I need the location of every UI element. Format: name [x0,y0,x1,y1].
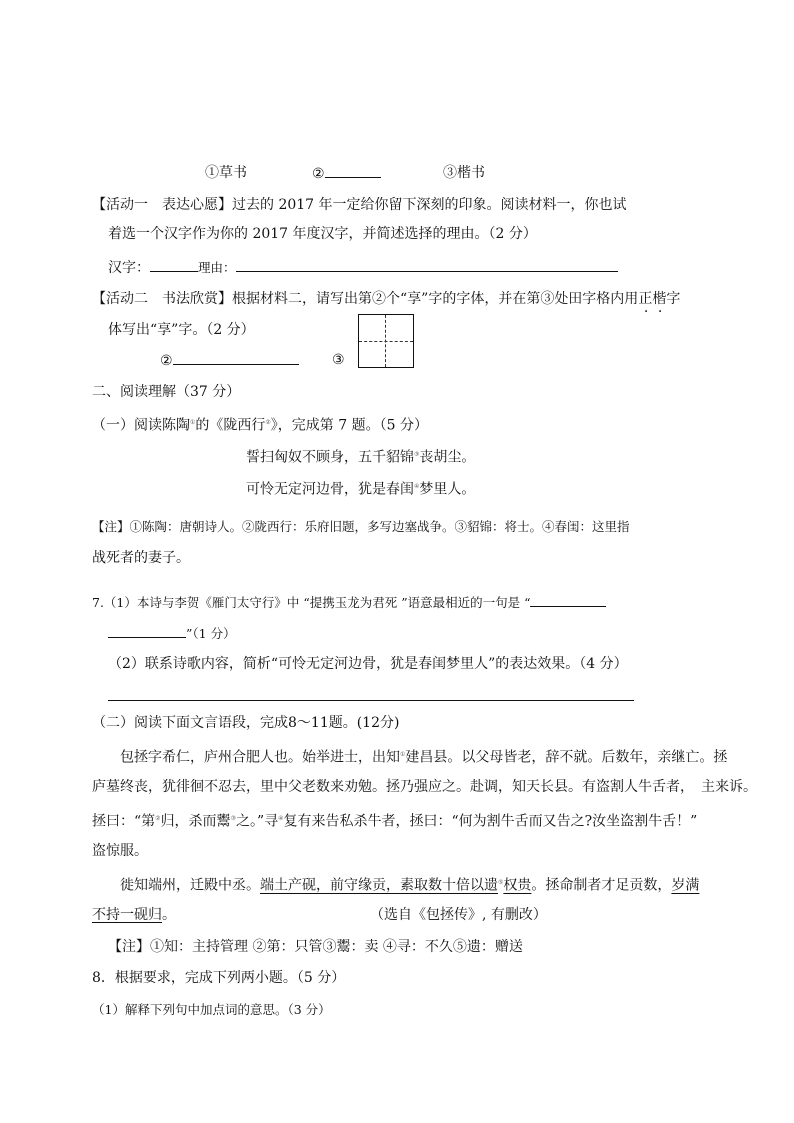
part2-heading: （二）阅读下面文言语段，完成8～11题。(12分) [92,715,400,731]
activity2-answer2: ② [160,350,299,371]
q7-blank-1[interactable] [530,592,606,607]
q7-part1-line1: 7.（1）本诗与李贺《雁门太守行》中 “提携玉龙为君死 ”语意最相近的一句是 “ [92,592,606,613]
passage-line-2: 庐墓终丧，犹徘徊不忍去，里中父老数来劝勉。拯乃强应之。赴调，知天长县。有盗割人牛舌者， 主来诉。 [92,779,757,795]
activity2-line2: 体写出“享”字。（2 分） [108,322,255,338]
option-regular: ③楷书 [443,165,485,181]
activity2-answer3-label: ③ [332,352,345,368]
tianzige-grid[interactable] [358,314,414,368]
emphasis-dot-char: 楷 [652,291,667,307]
q8-part1: （1）解释下列句中加点词的意思。（3 分） [92,1002,331,1017]
activity1-line2: 着选一个汉字作为你的 2017 年度汉字，并简述选择的理由。（2 分） [108,226,537,242]
section2-title: 二、阅读理解（37 分） [92,384,241,400]
passage-source: （选自《包拯传》, 有删改） [370,907,547,923]
q8-heading: 8．根据要求，完成下列两小题。（5 分） [92,970,346,986]
activity1-answer-line: 汉字： 理由： [108,257,618,278]
q7-part2: （2）联系诗歌内容，简析“可怜无定河边骨，犹是春闺梦里人”的表达效果。（4 分） [108,656,628,672]
activity1-line1: 【活动一 表达心愿】过去的 2017 年一定给你留下深刻的印象。阅读材料一，你也试 [92,197,627,213]
passage-line-3: 拯曰：“第②归，杀而鬻③之。”寻④复有来告私杀牛者，拯曰：“何为割牛舌而又告之?汝坐盗割牛舌！” [92,813,698,830]
option-blank: ② [312,163,381,184]
option-cursive: ①草书 [205,165,247,181]
hanzi-blank[interactable] [150,257,198,272]
reason-blank[interactable] [236,257,618,272]
passage-line-5: 徙知端州，迁殿中丞。端土产砚，前守缘贡，素取数十倍以遗⑤权贵。拯命制者才足贡数，岁满 [120,877,700,894]
passage-line-4: 盗惊服。 [92,843,148,859]
q7-blank-2[interactable] [108,623,186,638]
part1-heading: （一）阅读陈陶①的《陇西行②》，完成第 7 题。（5 分） [92,417,428,434]
poem-line-2: 可怜无定河边骨，犹是春闺④梦里人。 [246,481,476,498]
poem-note-2: 战死者的妻子。 [92,550,190,566]
poem-line-1: 誓扫匈奴不顾身，五千貂锦③丧胡尘。 [246,449,476,466]
passage-note: 【注】①知：主持管理 ②第：只管③鬻：卖 ④寻：不久⑤遗：赠送 [108,939,523,955]
font-answer-blank[interactable] [173,350,299,365]
emphasis-dot-char: 正 [638,291,653,307]
q7-part1-line2: ”（1 分） [108,623,236,644]
poem-note-1: 【注】①陈陶：唐朝诗人。②陇西行：乐府旧题，多写边塞战争。③貂锦：将士。④春闺：这里指 [92,519,630,534]
passage-line-1: 包拯字希仁，庐州合肥人也。始举进士，出知①建昌县。以父母皆老，辞不就。后数年，亲继亡。拯 [120,749,728,766]
activity2-line1: 【活动二 书法欣赏】根据材料二，请写出第②个“享”字的字体，并在第③处田字格内用正楷字 [92,291,681,307]
passage-line-6: 不持一砚归。 [92,907,176,923]
q7-answer-line[interactable] [108,700,634,701]
